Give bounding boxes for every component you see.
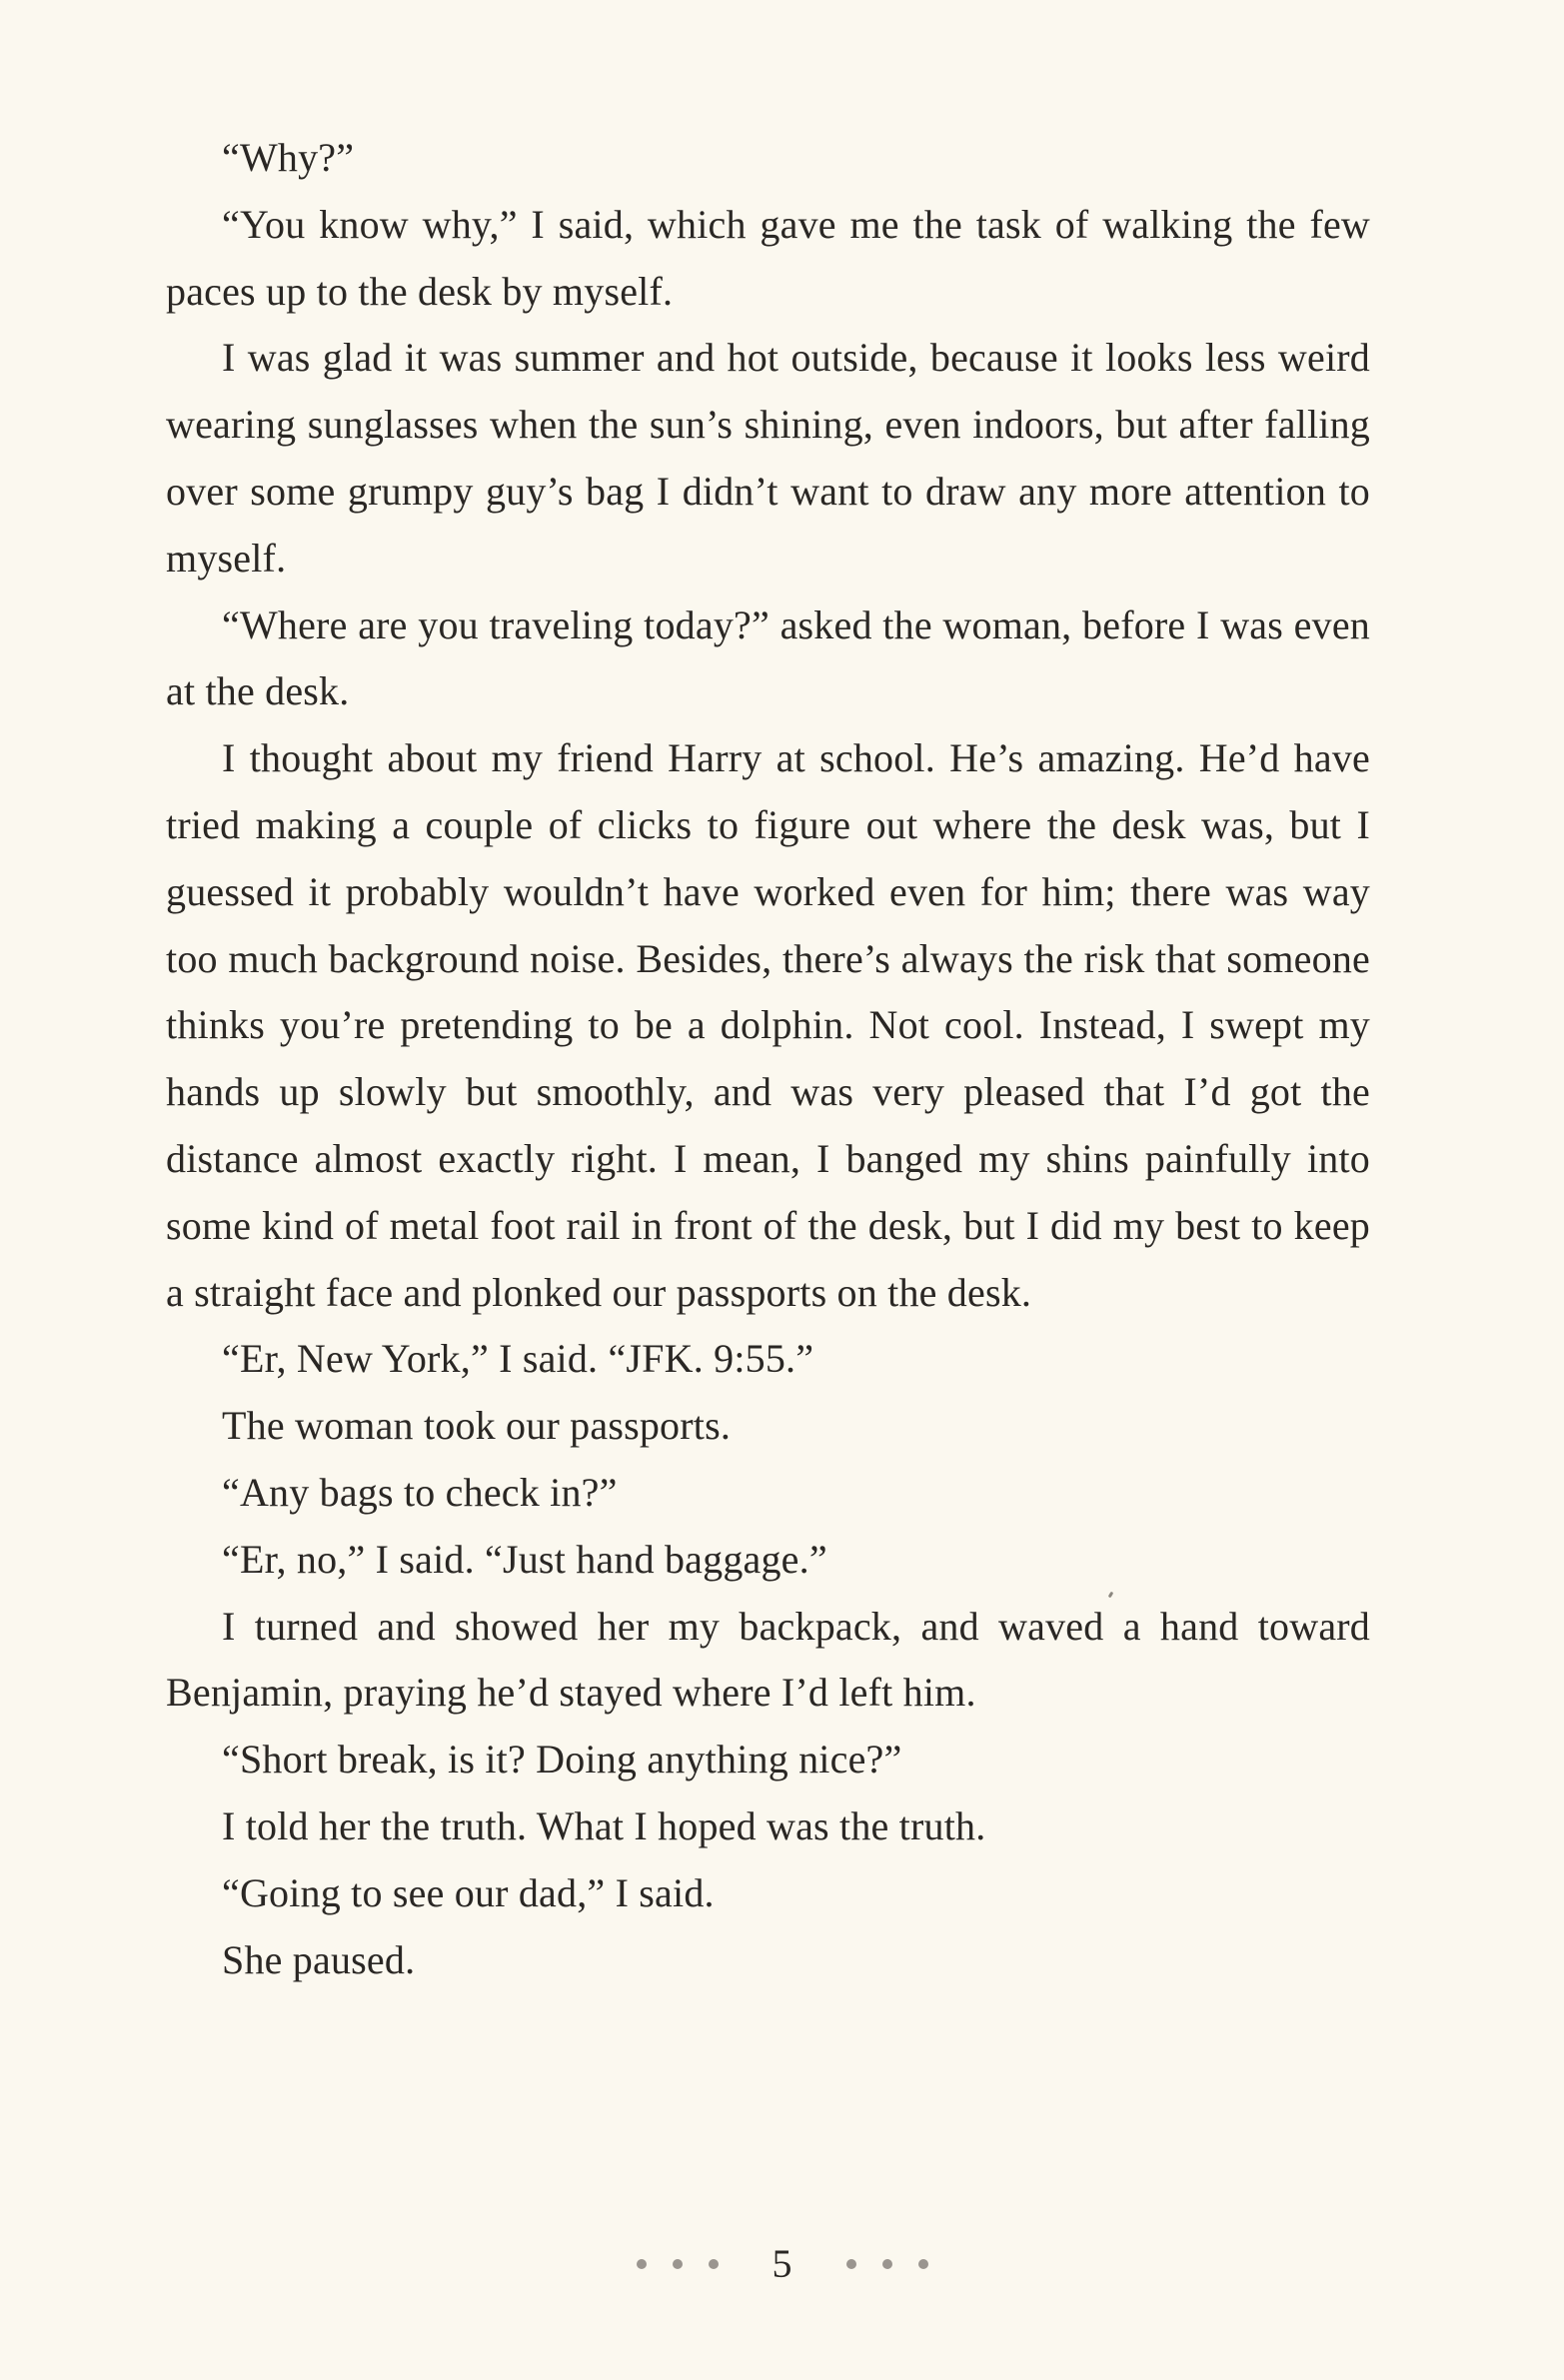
paragraph-3: I was glad it was summer and hot outside, because it looks less weird wearing sunglasses when the sun’s shining, even indoors, but after falling over some grumpy guy’s bag I didn’t want to draw any more attention to myself. [166,335,1370,581]
paragraph-14: She paused. [222,1936,416,1982]
paragraph-7: The woman took our passports. [222,1403,732,1449]
paragraph-11: “Short break, is it? Doing anything nice?” [222,1737,902,1783]
paragraph-1: “Why?” [222,135,355,180]
page-number: 5 [772,2241,792,2286]
paragraph-4: “Where are you traveling today?” asked the woman, before I was even at the desk. [166,601,1370,714]
paragraph-10: I turned and showed her my backpack, and waved a hand toward Benjamin, praying he’d stayed where I’d left him. [166,1603,1370,1716]
ornament-dot [882,2259,892,2269]
paragraph-8: “Any bags to check in?” [222,1469,618,1515]
ornament-dot [918,2259,928,2269]
body-text [166,125,1370,1993]
ornament-dot [709,2259,719,2269]
footer-dots-left [637,2259,719,2269]
paragraph-9: “Er, no,” I said. “Just hand baggage.” [222,1536,827,1582]
page-footer [0,2234,1564,2294]
paragraph-12: I told her the truth. What I hoped was the truth. [222,1802,986,1848]
footer-dots-right [846,2259,928,2269]
paragraph-13: “Going to see our dad,” I said. [222,1869,715,1915]
paragraph-6: “Er, New York,” I said. “JFK. 9:55.” [222,1336,814,1382]
ornament-dot [637,2259,647,2269]
paragraph-2: “You know why,” I said, which gave me the task of walking the few paces up to the desk by myself. [166,201,1370,314]
ornament-dot [673,2259,683,2269]
ornament-dot [846,2259,856,2269]
paragraph-5: I thought about my friend Harry at school. He’s amazing. He’d have tried making a couple of clicks to figure out where the desk was, but I guessed it probably wouldn’t have worked even for him; there was way too much background noise. Besides, there’s always the risk that someone thinks you’re pretending to be a dolphin. Not cool. Instead, I swept my hands up slowly but smoothly, and was very pleased that I’d got the distance almost exactly right. I mean, I banged my shins painfully into some kind of metal foot rail in front of the desk, but I did my best to keep a straight face and plonked our passports on the desk. [166,735,1370,1315]
